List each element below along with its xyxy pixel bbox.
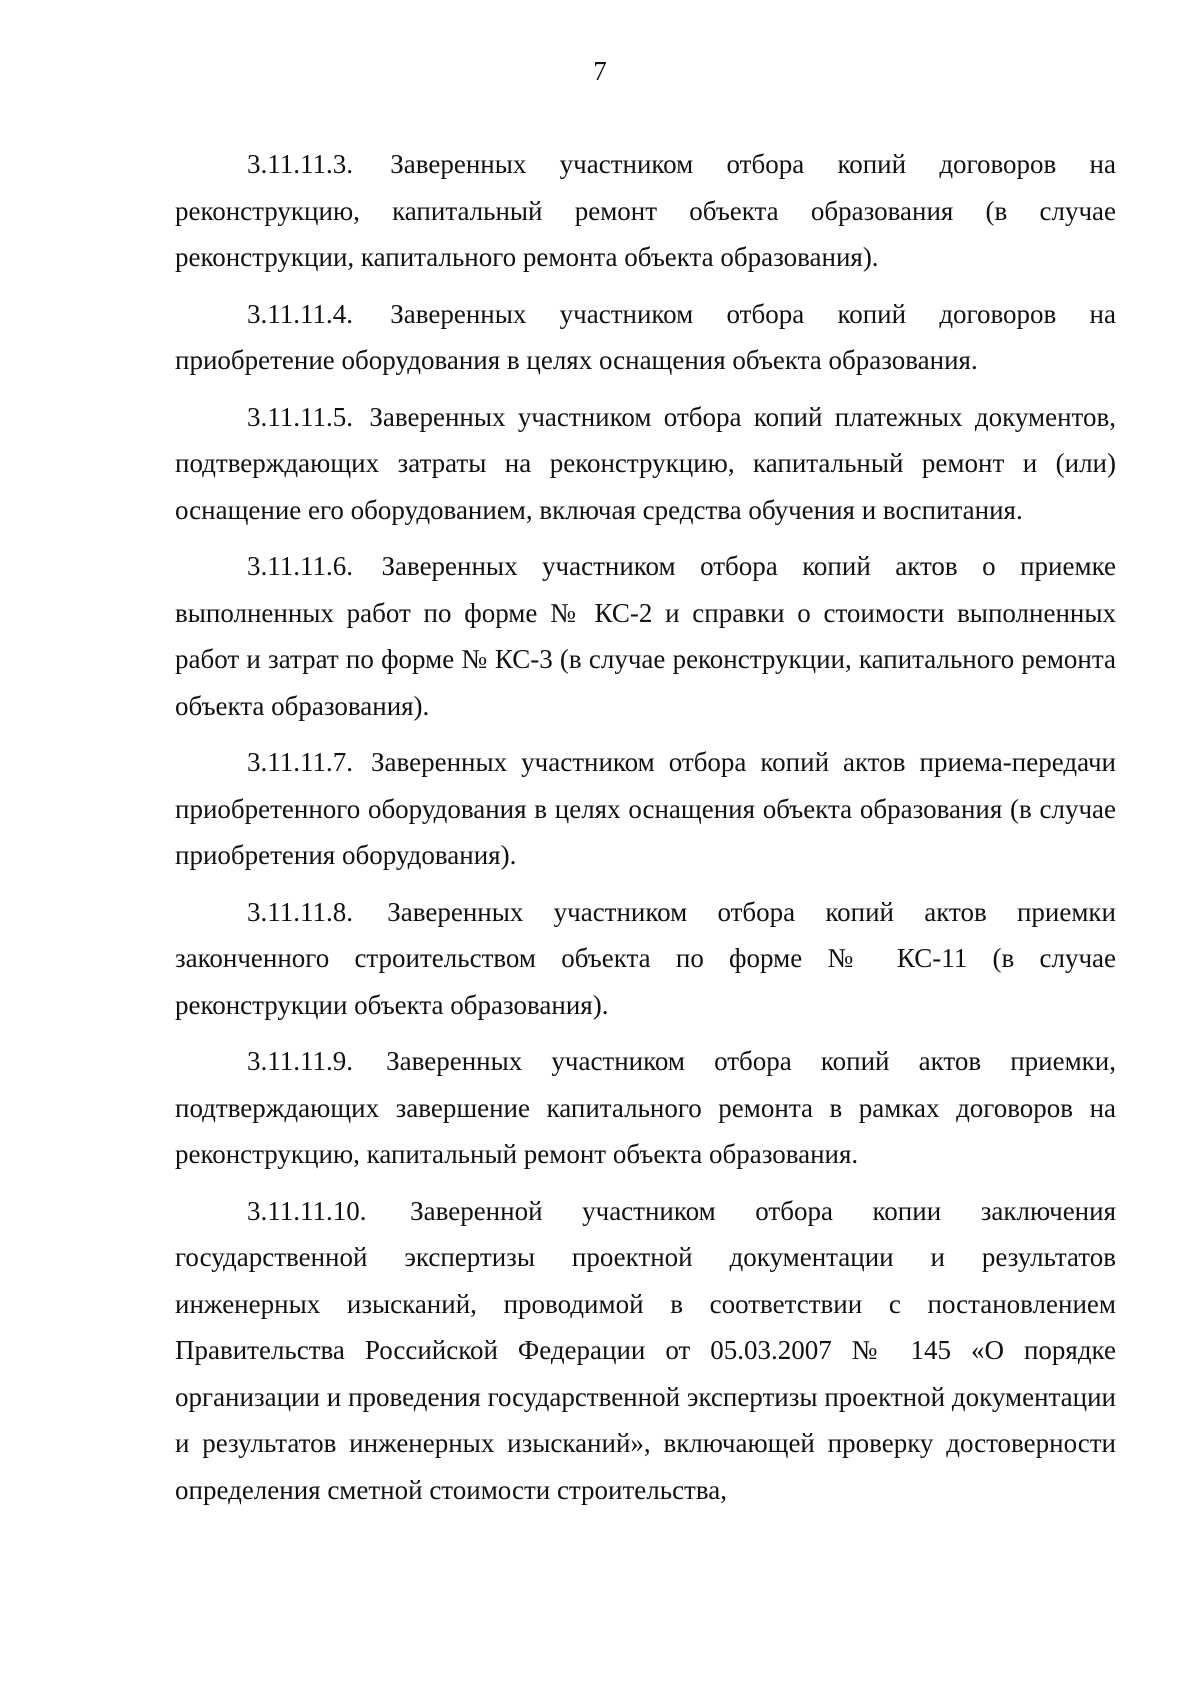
page-number: 7 — [593, 56, 607, 86]
paragraph-text: Заверенной участником отбора копии заключения государственной экспертизы проектной документации и результатов инженерных изысканий, проводимой в соответствии с постановлением Правительства Российской Федерации от 05.03.2007 № 145 «О порядке организации и проведения государственной экспертизы проектной документации и результатов инженерных изысканий», включающей проверку достоверности определения сметной стоимости строительства, — [175, 1195, 1116, 1505]
paragraph-3-11-11-10 — [175, 1188, 1116, 1514]
paragraph-number: 3.11.11.6. — [247, 551, 353, 581]
paragraph-text: Заверенных участником отбора копий актов приемки, подтверждающих завершение капитального ремонта в рамках договоров на реконструкцию, капитальный ремонт объекта образования. — [175, 1046, 1116, 1169]
paragraph-text: Заверенных участником отбора копий платежных документов, подтверждающих затраты на реконструкцию, капитальный ремонт и (или) оснащение его оборудованием, включая средства обучения и воспитания. — [175, 401, 1116, 525]
paragraph-3-11-11-4 — [175, 291, 1116, 384]
paragraph-3-11-11-5 — [175, 394, 1116, 534]
paragraph-text: Заверенных участником отбора копий актов о приемке выполненных работ по форме № КС-2 и справки о стоимости выполненных работ и затрат по форме № КС-3 (в случае реконструкции, капитального ремонта объекта образования). — [175, 551, 1117, 721]
paragraph-3-11-11-7 — [175, 739, 1116, 879]
paragraph-3-11-11-6 — [175, 543, 1116, 729]
paragraph-text: Заверенных участником отбора копий актов приема-передачи приобретенного оборудования в целях оснащения объекта образования (в случае приобретения оборудования). — [175, 747, 1117, 870]
paragraph-number: 3.11.11.4. — [247, 298, 353, 329]
paragraph-text: Заверенных участником отбора копий договоров на реконструкцию, капитальный ремонт объекта образования (в случае реконструкции, капитального ремонта объекта образования). — [175, 149, 1116, 272]
paragraph-number: 3.11.11.8. — [247, 896, 353, 927]
paragraph-number: 3.11.11.5. — [247, 401, 353, 432]
paragraph-3-11-11-8 — [175, 889, 1116, 1029]
paragraph-text: Заверенных участником отбора копий договоров на приобретение оборудования в целях оснащения объекта образования. — [175, 298, 1116, 375]
paragraph-number: 3.11.11.7. — [247, 747, 353, 777]
paragraph-text: Заверенных участником отбора копий актов приемки законченного строительством объекта по форме № КС-11 (в случае реконструкции объекта образования). — [175, 896, 1116, 1020]
document-body — [175, 141, 1116, 1523]
paragraph-3-11-11-9 — [175, 1038, 1116, 1178]
paragraph-number: 3.11.11.9. — [247, 1046, 353, 1076]
paragraph-3-11-11-3 — [175, 141, 1116, 281]
paragraph-number: 3.11.11.3. — [247, 149, 353, 179]
paragraph-number: 3.11.11.10. — [247, 1195, 367, 1226]
